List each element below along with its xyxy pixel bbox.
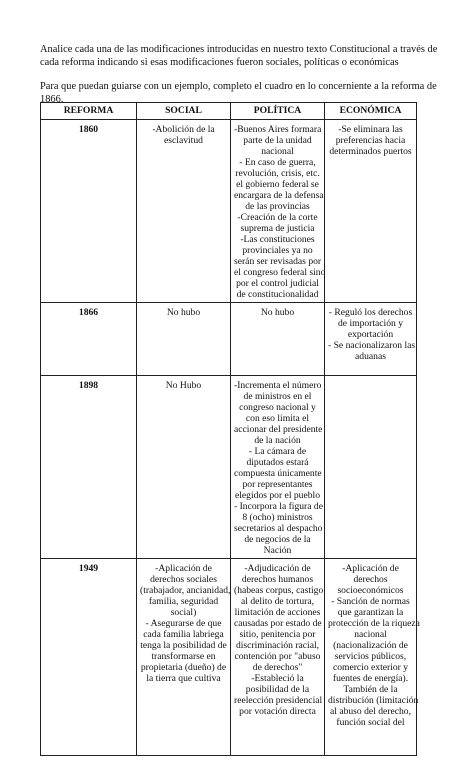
economica-cell [325, 120, 417, 303]
cell-text-line: -Incrementa el número [234, 380, 322, 391]
cell-text-line: que garantizan la [337, 607, 404, 618]
cell-text-line: social) [170, 607, 197, 618]
cell-text-line: posibilidad de la [245, 684, 310, 695]
cell-text-line: -Estableció la [251, 673, 304, 684]
instruction-paragraph: Para que puedan guiarse con un ejemplo, completo el cuadro en lo concerniente a la reforma de 1866. [40, 81, 437, 105]
cell-text-line: el congreso federal sino [234, 267, 326, 278]
cell-text-line: revolución, crisis, etc. [235, 168, 320, 179]
cell-text-line: exportación [347, 329, 394, 340]
cell-text-line: 8 (ocho) ministros [242, 512, 313, 523]
cell-text-line: No hubo [260, 307, 295, 318]
cell-text-line: fuentes de energía). [332, 673, 409, 684]
cell-text-line: elegidos por el pueblo [235, 490, 320, 501]
cell-text-line: de constitucionalidad [236, 289, 319, 300]
cell-text-line: al delito de tortura, [241, 596, 314, 607]
cell-text-line: al abuso del derecho, [330, 706, 411, 717]
politica-cell [231, 120, 325, 303]
cell-text-line: derechos sociales [150, 574, 217, 585]
table-header-row [41, 103, 417, 120]
cell-text-line: función social del [336, 717, 405, 728]
cell-text-line: discriminación racial, [235, 640, 320, 651]
cell-text-line: esclavitud [164, 135, 203, 146]
cell-text-line: contención por "abuso [234, 651, 321, 662]
cell-text-line: -Buenos Aires formara [234, 124, 322, 135]
table-row [41, 376, 417, 559]
cell-text-line: -Adjudicación de [244, 563, 311, 574]
cell-text-line: sitio, penitencia por [239, 629, 316, 640]
cell-text-line: por votación directa [239, 706, 316, 717]
cell-text-line: - Asegurarse de que [145, 618, 222, 629]
header-reforma: REFORMA [41, 103, 137, 120]
reform-year: 1898 [41, 376, 137, 559]
social-cell [137, 120, 231, 303]
cell-text-line: -Aplicación de [342, 563, 399, 574]
cell-text-line: derechos humanos [241, 574, 314, 585]
cell-text-line: comercio exterior y [332, 662, 409, 673]
economica-cell [325, 303, 417, 376]
cell-text-line: limitación de acciones [234, 607, 321, 618]
cell-text-line: No Hubo [165, 380, 202, 391]
cell-text-line: - Reguló los derechos [328, 307, 413, 318]
cell-text-line: congreso nacional y [239, 402, 316, 413]
social-cell [137, 376, 231, 559]
cell-text-line: (trabajador, ancianidad, [140, 585, 231, 596]
header-politica: POLÍTICA [231, 103, 325, 120]
cell-text-line: preferencias hacia [335, 135, 406, 146]
cell-text-line: -Aplicación de [155, 563, 212, 574]
cell-text-line: tenga la posibilidad de [140, 640, 227, 651]
cell-text-line: la tierra que cultiva [146, 673, 221, 684]
cell-text-line: de derechos" [252, 662, 303, 673]
cell-text-line: - En caso de guerra, [239, 157, 316, 168]
header-social: SOCIAL [137, 103, 231, 120]
cell-text-line: -Se eliminara las [338, 124, 403, 135]
cell-text-line: - La cámara de [248, 446, 307, 457]
cell-text-line: -Creación de la corte [237, 212, 318, 223]
cell-text-line: propietaria (dueño) de [140, 662, 227, 673]
reform-year: 1866 [41, 303, 137, 376]
cell-text-line: determinados puertos [329, 146, 412, 157]
cell-text-line: (habeas corpus, castigo [234, 585, 324, 596]
cell-text-line: nacional [354, 629, 387, 640]
cell-text-line: serán ser revisadas por [234, 256, 322, 267]
cell-text-line: -Las constituciones [240, 234, 315, 245]
cell-text-line: parte de la unidad [243, 135, 312, 146]
cell-text-line: de la nación [254, 435, 301, 446]
cell-text-line: nacional [261, 146, 294, 157]
cell-text-line: causadas por estado de [234, 618, 322, 629]
cell-text-line: el gobierno federal se [236, 179, 319, 190]
social-cell [137, 303, 231, 376]
economica-cell [325, 376, 417, 559]
cell-text-line: Nación [263, 545, 292, 556]
cell-text-line: por el control judicial [236, 278, 319, 289]
cell-text-line: También de la [343, 684, 398, 695]
cell-text-line: reelección presidencial [234, 695, 323, 706]
cell-text-line: secretarios al despacho [234, 523, 323, 534]
cell-text-line: No hubo [166, 307, 201, 318]
table-row [41, 120, 417, 303]
cell-text-line: de las provincias [245, 201, 310, 212]
reform-year: 1949 [41, 559, 137, 756]
politica-cell [231, 376, 325, 559]
cell-text-line: aduanas [355, 351, 386, 362]
cell-text-line: compuesta únicamente [234, 468, 322, 479]
cell-text-line: transformarse en [151, 651, 216, 662]
cell-text-line: distribución (limitación [328, 695, 419, 706]
cell-text-line: socioeconómicos [337, 585, 404, 596]
cell-text-line: accionar del presidente [234, 424, 323, 435]
cell-text-line: encargara de la defensa [234, 190, 324, 201]
cell-text-line: suprema de justicia [240, 223, 315, 234]
cell-text-line: protección de la riqueza [328, 618, 420, 629]
cell-text-line: familia, seguridad [148, 596, 219, 607]
social-cell [137, 559, 231, 756]
cell-text-line: provinciales ya no [242, 245, 313, 256]
cell-text-line: -Abolición de la [152, 124, 215, 135]
table-row [41, 559, 417, 756]
reform-table [40, 102, 420, 756]
header-economica: ECONÓMICA [325, 103, 417, 120]
intro-paragraph: Analice cada una de las modificaciones introducidas en nuestro texto Constitucional a través de cada reforma indicando si esas modificaciones fueron sociales, políticas o económicas [40, 44, 438, 68]
economica-cell [325, 559, 420, 756]
cell-text-line: - Incorpora la figura de [234, 501, 323, 512]
politica-cell [231, 559, 325, 756]
cell-text-line: servicios públicos, [334, 651, 407, 662]
cell-text-line: - Sanción de normas [331, 596, 410, 607]
reform-year: 1860 [41, 120, 137, 303]
cell-text-line: por representantes [242, 479, 313, 490]
politica-cell [231, 303, 325, 376]
cell-text-line: de ministros en el [243, 391, 312, 402]
cell-text-line: de negocios de la [244, 534, 311, 545]
table-row [41, 303, 417, 376]
cell-text-line: (nacionalización de [333, 640, 408, 651]
cell-text-line: de importación y [337, 318, 403, 329]
cell-text-line: cada familia labriega [143, 629, 224, 640]
cell-text-line: con eso limita el [245, 413, 310, 424]
cell-text-line: diputados estará [246, 457, 309, 468]
cell-text-line: derechos [353, 574, 388, 585]
cell-text-line: - Se nacionalizaron las [328, 340, 416, 351]
